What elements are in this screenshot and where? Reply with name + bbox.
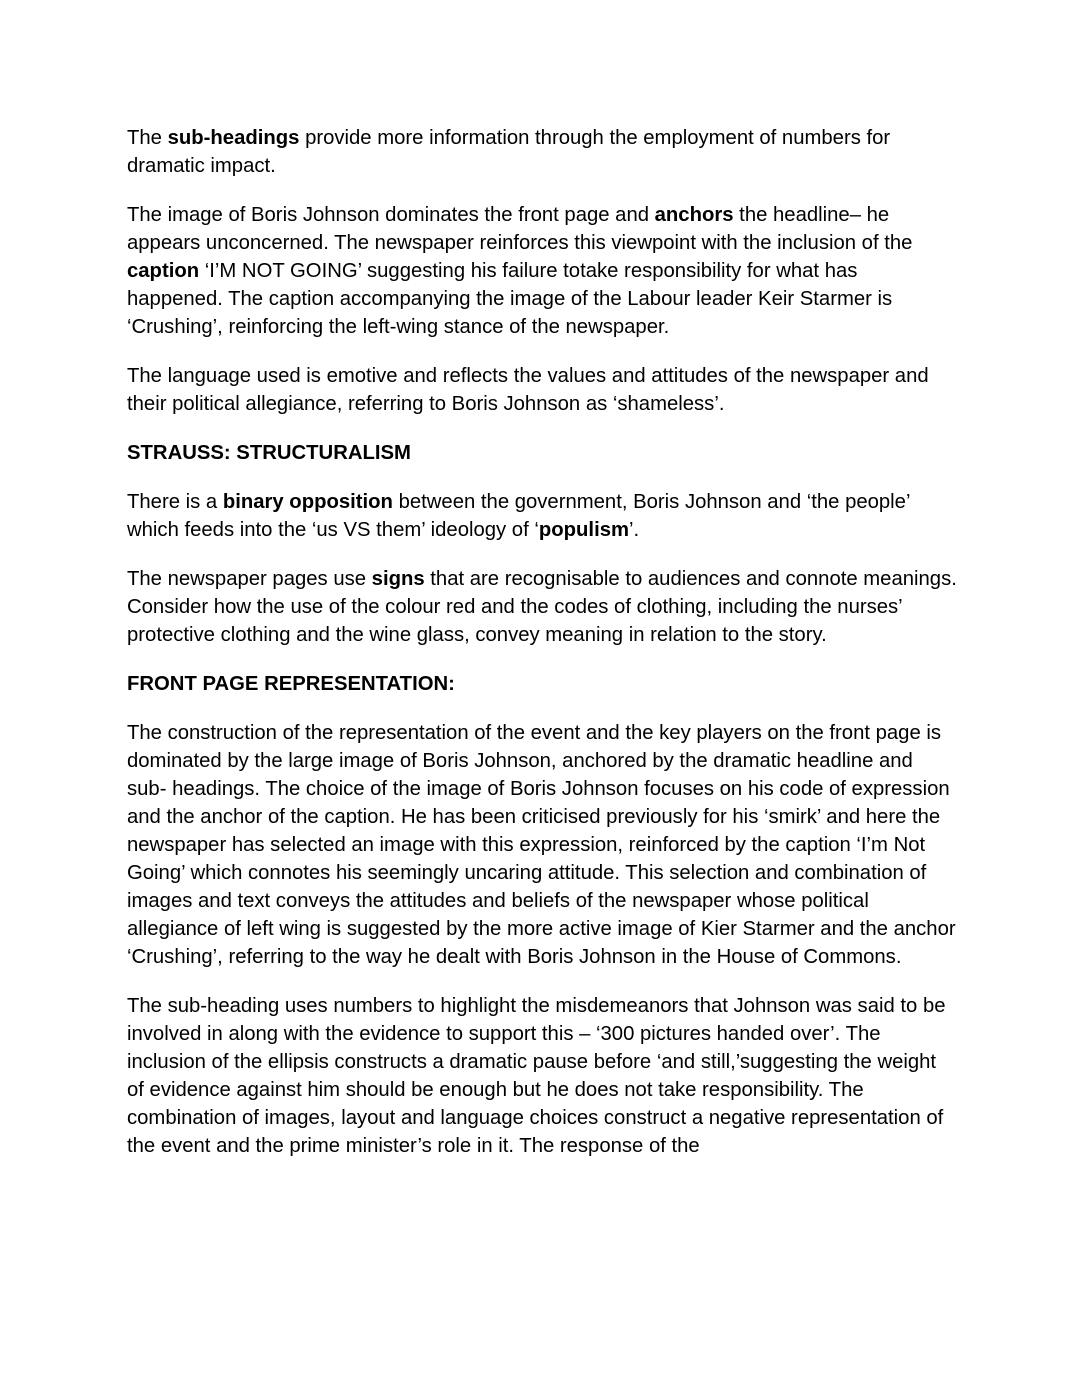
paragraph-sub-heading-numbers: The sub-heading uses numbers to highlight the misdemeanors that Johnson was said to be involved in along with the evidence to support this – ‘300 pictures handed over’. The inclusion of the ellipsis constructs a dramatic pause before ‘and still,’suggesting the weight of evidence against him should be enough but he does not take responsibility. The combination of images, layout and language choices construct a negative representation of the event and the prime minister’s role in it. The response of the xyxy=(127,995,946,1157)
bold-term: signs xyxy=(371,568,425,590)
paragraph-binary-opposition: There is a binary opposition between the government, Boris Johnson and ‘the people’ which feeds into the ‘us VS them’ ideology of ‘populism’. xyxy=(127,491,910,541)
document-page xyxy=(127,124,957,1181)
bold-term: binary opposition xyxy=(222,491,393,513)
paragraph-subheadings: The sub-headings provide more information through the employment of numbers for dramatic impact. xyxy=(127,127,891,177)
section-heading-front-page-representation: FRONT PAGE REPRESENTATION: xyxy=(127,673,455,695)
paragraph-construction: The construction of the representation of the event and the key players on the front page is dominated by the large image of Boris Johnson, anchored by the dramatic headline and sub- headings. The choice of the image of Boris Johnson focuses on his code of expression and the anchor of the caption. He has been criticised previously for his ‘smirk’ and here the newspaper has selected an image with this expression, reinforced by the caption ‘I’m Not Going’ which connotes his seemingly uncaring attitude. This selection and combination of images and text conveys the attitudes and beliefs of the newspaper whose political allegiance of left wing is suggested by the more active image of Kier Starmer and the anchor ‘Crushing’, referring to the way he dealt with Boris Johnson in the House of Commons. xyxy=(127,722,956,968)
bold-term: sub-headings xyxy=(167,127,300,149)
paragraph-signs: The newspaper pages use signs that are recognisable to audiences and connote meanings. Consider how the use of the colour red and the codes of clothing, including the nurses’ protective clothing and the wine glass, convey meaning in relation to the story. xyxy=(127,568,957,646)
bold-term: anchors xyxy=(654,204,734,226)
bold-term: populism xyxy=(538,519,630,541)
section-heading-structuralism: STRAUSS: STRUCTURALISM xyxy=(127,442,411,464)
bold-term: caption xyxy=(127,260,200,282)
paragraph-image-anchors: The image of Boris Johnson dominates the front page and anchors the headline– he appears unconcerned. The newspaper reinforces this viewpoint with the inclusion of the caption ‘I’M NOT GOING’ suggesting his failure totake responsibility for what has happened. The caption accompanying the image of the Labour leader Keir Starmer is ‘Crushing’, reinforcing the left-wing stance of the newspaper. xyxy=(127,204,913,338)
paragraph-language: The language used is emotive and reflects the values and attitudes of the newspaper and their political allegiance, referring to Boris Johnson as ‘shameless’. xyxy=(127,365,929,415)
